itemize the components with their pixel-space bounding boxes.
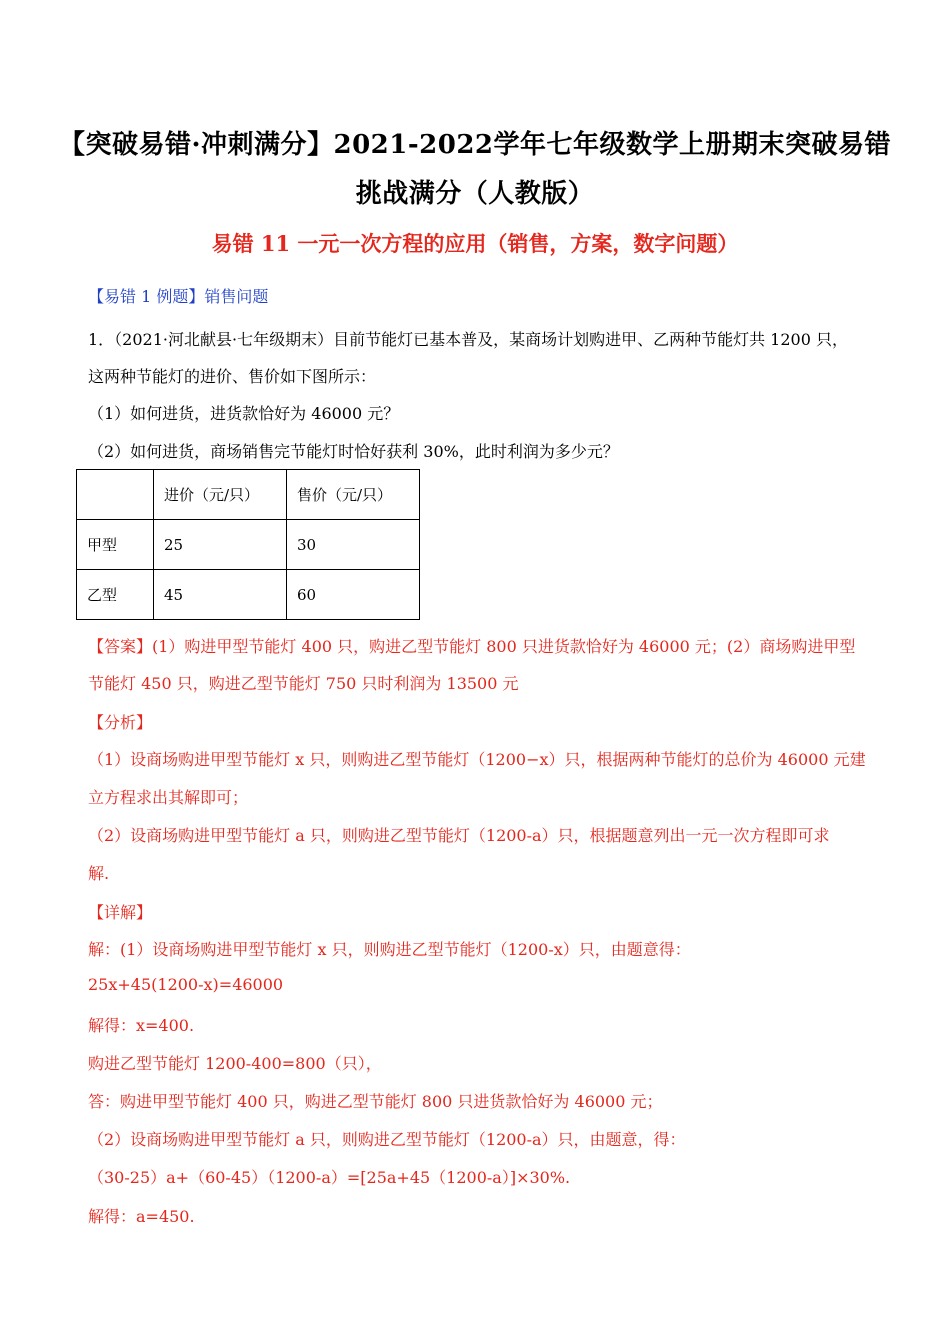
question-line1: 1．（2021·河北献县·七年级期末）目前节能灯已基本普及，某商场计划购进甲、乙两种节能灯共 1200 只， [88, 330, 848, 349]
table-row [77, 570, 420, 620]
page-subtitle: 易错 11 一元一次方程的应用（销售，方案，数字问题） [211, 231, 739, 256]
detail-line2: 25x+45(1200-x)=46000 [88, 975, 284, 994]
table-cell: 30 [287, 520, 420, 570]
analysis-line2: 立方程求出其解即可； [88, 788, 249, 807]
page-title-line2: 挑战满分（人教版） [355, 179, 595, 209]
detail-line1: 解：(1）设商场购进甲型节能灯 x 只，则购进乙型节能灯（1200-x）只，由题意得： [88, 940, 691, 959]
analysis-line3: （2）设商场购进甲型节能灯 a 只，则购进乙型节能灯（1200-a）只，根据题意列出一元一次方程即可求 [88, 826, 830, 845]
table-header-cell [77, 470, 154, 520]
table-cell: 乙型 [77, 570, 154, 620]
answer-line1: 【答案】(1）购进甲型节能灯 400 只，购进乙型节能灯 800 只进货款恰好为 46000 元；(2）商场购进甲型 [88, 637, 856, 656]
question-part2: （2）如何进货，商场销售完节能灯时恰好获利 30%，此时利润为多少元？ [88, 442, 619, 461]
detail-line4: 购进乙型节能灯 1200-400=800（只）， [88, 1054, 382, 1073]
table-header-row [77, 470, 420, 520]
question-line2: 这两种节能灯的进价、售价如下图所示： [88, 367, 377, 386]
analysis-line4: 解. [88, 864, 110, 883]
table-cell: 甲型 [77, 520, 154, 570]
table-cell: 25 [154, 520, 287, 570]
detail-heading: 【详解】 [88, 903, 153, 922]
detail-line5: 答：购进甲型节能灯 400 只，购进乙型节能灯 800 只进货款恰好为 46000 元； [88, 1092, 663, 1111]
price-table [76, 469, 420, 620]
question-part1: （1）如何进货，进货款恰好为 46000 元？ [88, 404, 400, 423]
answer-line2: 节能灯 450 只，购进乙型节能灯 750 只时利润为 13500 元 [88, 674, 519, 693]
detail-line8: 解得：a=450. [88, 1207, 195, 1226]
detail-line3: 解得：x=400. [88, 1016, 195, 1035]
table-cell: 45 [154, 570, 287, 620]
table-row [77, 520, 420, 570]
detail-line6: （2）设商场购进甲型节能灯 a 只，则购进乙型节能灯（1200-a）只，由题意，得： [88, 1130, 686, 1149]
table-header-cell: 进价（元/只） [154, 470, 287, 520]
table-cell: 60 [287, 570, 420, 620]
table-header-cell: 售价（元/只） [287, 470, 420, 520]
section-label: 【易错 1 例题】销售问题 [88, 287, 269, 306]
detail-line7: （30-25）a+（60-45）（1200-a）=[25a+45（1200-a）]×30%. [88, 1168, 571, 1187]
page-title-line1: 【突破易错·冲刺满分】2021-2022学年七年级数学上册期末突破易错 [58, 130, 892, 160]
analysis-heading: 【分析】 [88, 713, 153, 732]
analysis-line1: （1）设商场购进甲型节能灯 x 只，则购进乙型节能灯（1200−x）只，根据两种节能灯的总价为 46000 元建 [88, 750, 866, 769]
